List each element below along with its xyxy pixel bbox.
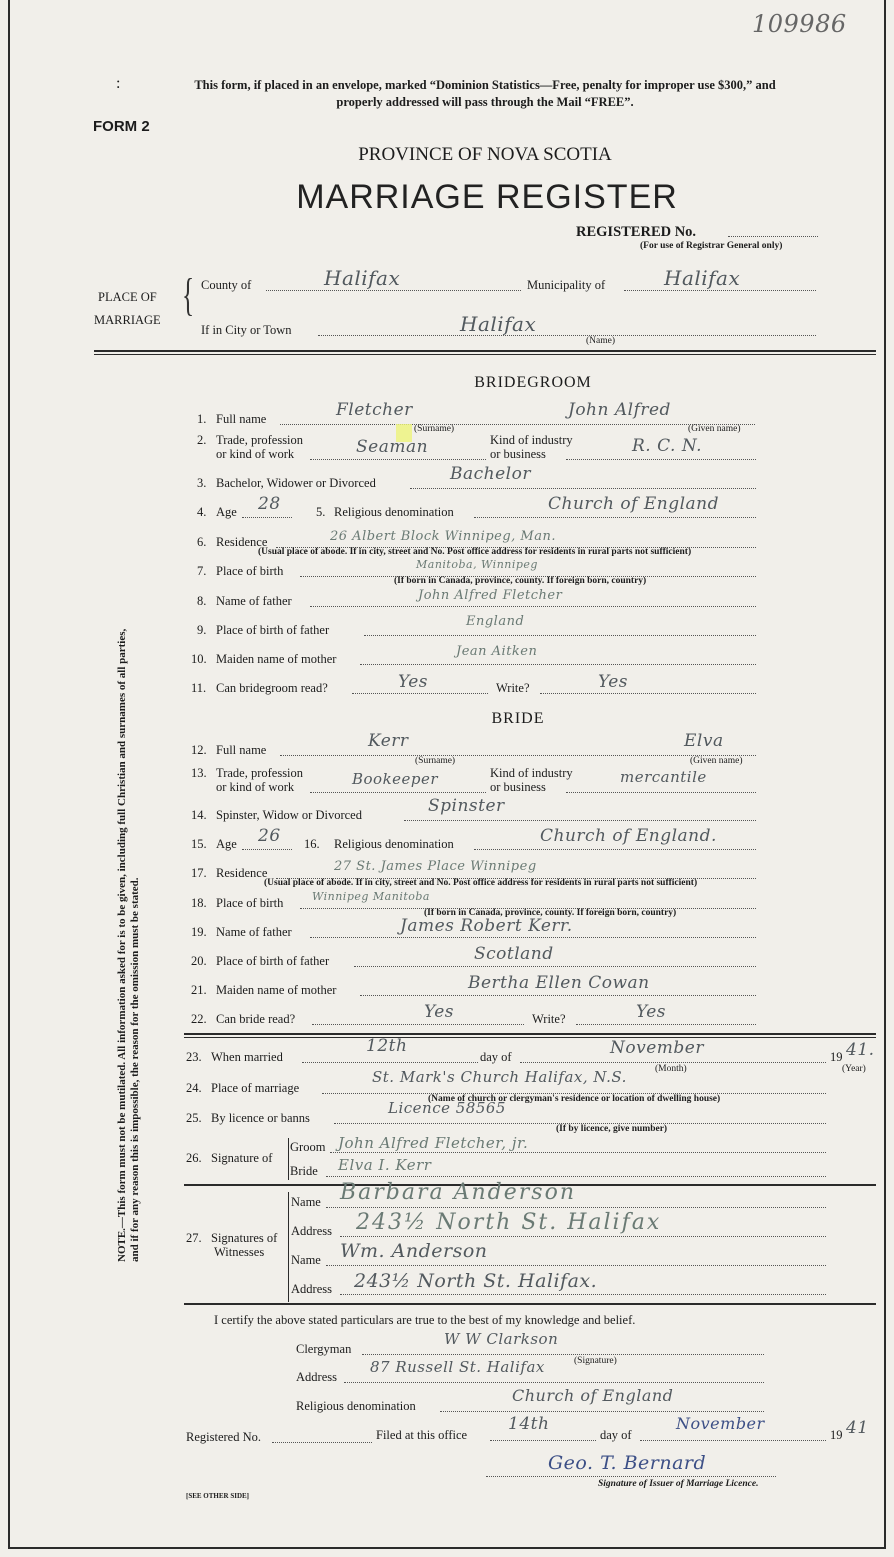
- bride-signature: Elva I. Kerr: [338, 1156, 432, 1174]
- groom-write-value: Yes: [598, 672, 629, 692]
- bride-trade-label-2: or kind of work: [216, 780, 295, 794]
- groom-fullname-label: Full name: [216, 412, 267, 426]
- witness2-name: Wm. Anderson: [340, 1240, 488, 1262]
- bride-label: Bride: [290, 1164, 318, 1178]
- row-number: 14.: [191, 808, 207, 822]
- signature-label: Signature of: [211, 1151, 273, 1165]
- year-caption: (Year): [842, 1064, 866, 1074]
- row-number: 8.: [197, 594, 207, 608]
- groom-read-label: Can bridegroom read?: [216, 681, 328, 695]
- archive-number: 109986: [752, 10, 847, 38]
- groom-religion-value: Church of England: [548, 494, 719, 514]
- city-label: If in City or Town: [201, 323, 292, 337]
- witness1-name: Barbara Anderson: [340, 1180, 577, 1205]
- month-caption: (Month): [655, 1064, 687, 1074]
- divider-mid-2: [184, 1037, 876, 1038]
- residence-caption: (Usual place of abode. If in city, street and No. Post office address for residents in rural parts not sufficient): [264, 878, 698, 888]
- divider-top: [94, 350, 876, 352]
- row-number: 4.: [197, 505, 207, 519]
- married-month-value: November: [610, 1038, 704, 1058]
- bride-trade-value: Bookeeper: [352, 770, 439, 788]
- witness-label-2: Witnesses: [214, 1245, 265, 1259]
- bride-mother-label: Maiden name of mother: [216, 983, 337, 997]
- bride-religion-label: Religious denomination: [334, 837, 454, 851]
- row-number: 17.: [191, 866, 207, 880]
- filed-label: Filed at this office: [376, 1428, 468, 1442]
- bride-residence-value: 27 St. James Place Winnipeg: [334, 859, 537, 874]
- groom-trade-value: Seaman: [356, 437, 429, 457]
- witness1-address: 243½ North St. Halifax: [356, 1210, 662, 1235]
- filed-month-value: November: [676, 1414, 765, 1433]
- divider-bottom: [184, 1303, 876, 1305]
- bride-industry-label: Kind of industry: [490, 766, 573, 780]
- witness-label: Signatures of: [211, 1231, 278, 1245]
- municipality-label: Municipality of: [527, 278, 606, 292]
- groom-father-value: John Alfred Fletcher: [418, 588, 563, 603]
- groom-surname: Fletcher: [336, 400, 413, 420]
- bride-mother-value: Bertha Ellen Cowan: [468, 973, 650, 993]
- when-married-label: When married: [211, 1050, 283, 1064]
- bride-status-value: Spinster: [428, 796, 505, 816]
- form-label: FORM 2: [93, 118, 150, 135]
- place-label-1: PLACE OF: [98, 290, 157, 304]
- groom-residence-label: Residence: [216, 535, 268, 549]
- bride-given-name: Elva: [684, 731, 724, 751]
- name-caption: (Name): [586, 336, 616, 346]
- given-caption: (Given name): [690, 756, 743, 766]
- groom-mother-label: Maiden name of mother: [216, 652, 337, 666]
- licence-value: Licence 58565: [388, 1099, 506, 1117]
- clergyman-label: Clergyman: [296, 1342, 352, 1356]
- groom-religion-label: Religious denomination: [334, 505, 454, 519]
- row-number: 22.: [191, 1012, 207, 1026]
- married-day-value: 12th: [366, 1036, 408, 1056]
- licence-caption: (If by licence, give number): [556, 1124, 668, 1134]
- row-number: 27.: [186, 1231, 202, 1245]
- bride-residence-label: Residence: [216, 866, 268, 880]
- bride-heading: BRIDE: [491, 710, 545, 727]
- clergyman-address: 87 Russell St. Halifax: [370, 1358, 545, 1376]
- divider-mid: [184, 1033, 876, 1035]
- province-heading: PROVINCE OF NOVA SCOTIA: [358, 144, 612, 165]
- row-number: 12.: [191, 743, 207, 757]
- filed-year-value: 41: [846, 1418, 869, 1438]
- groom-father-birthplace-label: Place of birth of father: [216, 623, 330, 637]
- bride-birthplace-value: Winnipeg Manitoba: [312, 890, 430, 903]
- registered-no-label: REGISTERED No.: [576, 224, 697, 240]
- year-prefix: 19: [830, 1050, 843, 1064]
- groom-industry-label: Kind of industry: [490, 433, 573, 447]
- notice-line-2: properly addressed will pass through the Mail “FREE”.: [336, 95, 634, 109]
- row-number: 5.: [316, 505, 326, 519]
- groom-status-label: Bachelor, Widower or Divorced: [216, 476, 376, 490]
- groom-birthplace-value: Manitoba, Winnipeg: [416, 558, 538, 571]
- groom-age-value: 28: [258, 494, 281, 514]
- bride-surname: Kerr: [368, 731, 409, 751]
- groom-write-label: Write?: [496, 681, 530, 695]
- row-number: 19.: [191, 925, 207, 939]
- bride-age-label: Age: [216, 837, 237, 851]
- groom-status-value: Bachelor: [450, 464, 531, 484]
- clergyman-signature: W W Clarkson: [444, 1330, 559, 1348]
- witness2-name-label: Name: [291, 1253, 321, 1267]
- row-number: 10.: [191, 652, 207, 666]
- witness1-name-label: Name: [291, 1195, 321, 1209]
- birthplace-caption: (If born in Canada, province, county. If foreign born, country): [394, 576, 647, 586]
- row-number: 15.: [191, 837, 207, 851]
- place-brace: {: [181, 269, 195, 320]
- day-of-label: day of: [480, 1050, 512, 1064]
- bride-read-value: Yes: [424, 1002, 455, 1022]
- row-number: 21.: [191, 983, 207, 997]
- witness2-address-label: Address: [291, 1282, 332, 1296]
- surname-caption: (Surname): [415, 756, 456, 766]
- bride-fullname-label: Full name: [216, 743, 267, 757]
- place-caption: (Name of church or clergyman's residence or location of dwelling house): [428, 1094, 721, 1104]
- issuer-signature: Geo. T. Bernard: [548, 1452, 707, 1474]
- notice-line-1: This form, if placed in an envelope, marked “Dominion Statistics—Free, penalty for improper use $300,” and: [194, 78, 776, 92]
- bullet-mark: :: [116, 75, 121, 92]
- bride-birthplace-label: Place of birth: [216, 896, 284, 910]
- registrar-note: (For use of Registrar General only): [640, 241, 783, 251]
- groom-industry-value: R. C. N.: [632, 436, 703, 456]
- bride-read-label: Can bride read?: [216, 1012, 296, 1026]
- registered-no-bottom-label: Registered No.: [186, 1430, 261, 1444]
- place-of-marriage-value: St. Mark's Church Halifax, N.S.: [372, 1068, 627, 1086]
- row-number: 24.: [186, 1081, 202, 1095]
- bride-father-birthplace-label: Place of birth of father: [216, 954, 330, 968]
- groom-mother-value: Jean Aitken: [456, 644, 538, 659]
- certify-statement: I certify the above stated particulars are true to the best of my knowledge and belief.: [214, 1313, 636, 1327]
- signature-caption: (Signature): [574, 1356, 617, 1366]
- bride-industry-label-2: or business: [490, 780, 546, 794]
- groom-read-value: Yes: [398, 672, 429, 692]
- county-value: Halifax: [324, 266, 401, 290]
- surname-caption: (Surname): [414, 424, 455, 434]
- married-year-value: 41.: [846, 1040, 875, 1060]
- filed-day-of-label: day of: [600, 1428, 632, 1442]
- bride-write-label: Write?: [532, 1012, 566, 1026]
- registered-no-line: [728, 236, 818, 237]
- place-of-marriage-label: Place of marriage: [211, 1081, 300, 1095]
- bride-write-value: Yes: [636, 1002, 667, 1022]
- row-number: 11.: [191, 681, 207, 695]
- residence-caption: (Usual place of abode. If in city, street and No. Post office address for residents in rural parts not sufficient): [258, 547, 692, 557]
- place-label-2: MARRIAGE: [94, 313, 161, 327]
- groom-birthplace-label: Place of birth: [216, 564, 284, 578]
- licence-label: By licence or banns: [211, 1111, 310, 1125]
- bride-status-label: Spinster, Widow or Divorced: [216, 808, 362, 822]
- county-label: County of: [201, 278, 252, 292]
- groom-residence-value: 26 Albert Block Winnipeg, Man.: [330, 529, 556, 544]
- row-number: 9.: [197, 623, 207, 637]
- row-number: 16.: [304, 837, 320, 851]
- clergyman-denomination: Church of England: [512, 1386, 674, 1405]
- filed-day-value: 14th: [508, 1414, 550, 1434]
- city-value: Halifax: [460, 312, 537, 336]
- row-number: 26.: [186, 1151, 202, 1165]
- groom-age-label: Age: [216, 505, 237, 519]
- row-number: 23.: [186, 1050, 202, 1064]
- row-number: 1.: [197, 412, 207, 426]
- bride-father-birthplace-value: Scotland: [474, 944, 554, 964]
- bride-industry-value: mercantile: [620, 768, 707, 786]
- filed-year-prefix: 19: [830, 1428, 843, 1442]
- bride-trade-label: Trade, profession: [216, 766, 304, 780]
- page-title: MARRIAGE REGISTER: [296, 178, 678, 216]
- given-caption: (Given name): [688, 424, 741, 434]
- bride-father-label: Name of father: [216, 925, 292, 939]
- bride-religion-value: Church of England.: [540, 826, 717, 846]
- witness1-address-label: Address: [291, 1224, 332, 1238]
- groom-father-birthplace-value: England: [466, 614, 525, 629]
- bridegroom-heading: BRIDEGROOM: [474, 374, 592, 391]
- municipality-value: Halifax: [664, 266, 741, 290]
- birthplace-caption: (If born in Canada, province, county. If foreign born, country): [424, 908, 677, 918]
- row-number: 3.: [197, 476, 207, 490]
- row-number: 20.: [191, 954, 207, 968]
- groom-given-name: John Alfred: [568, 400, 671, 420]
- see-other-side: [SEE OTHER SIDE]: [186, 1492, 250, 1500]
- row-number: 25.: [186, 1111, 202, 1125]
- bride-father-value: James Robert Kerr.: [400, 916, 573, 936]
- row-number: 6.: [197, 535, 207, 549]
- groom-signature: John Alfred Fletcher, jr.: [338, 1134, 529, 1152]
- groom-trade-label: Trade, profession: [216, 433, 304, 447]
- groom-industry-label-2: or business: [490, 447, 546, 461]
- divider-top-2: [94, 354, 876, 355]
- groom-label: Groom: [290, 1140, 326, 1154]
- groom-father-label: Name of father: [216, 594, 292, 608]
- row-number: 18.: [191, 896, 207, 910]
- groom-trade-label-2: or kind of work: [216, 447, 295, 461]
- row-number: 2.: [197, 433, 207, 447]
- row-number: 13.: [191, 766, 207, 780]
- bride-age-value: 26: [258, 826, 281, 846]
- clergyman-address-label: Address: [296, 1370, 337, 1384]
- issuer-caption: Signature of Issuer of Marriage Licence.: [598, 1479, 759, 1489]
- row-number: 7.: [197, 564, 207, 578]
- side-note: NOTE.—This form must not be mutilated. All information asked for is to be given, including full Christian and surnames of all parties, and if for any reason this is impossible, the reason for the omission must be stated.: [116, 628, 141, 1262]
- clergyman-denomination-label: Religious denomination: [296, 1399, 416, 1413]
- witness2-address: 243½ North St. Halifax.: [354, 1270, 598, 1292]
